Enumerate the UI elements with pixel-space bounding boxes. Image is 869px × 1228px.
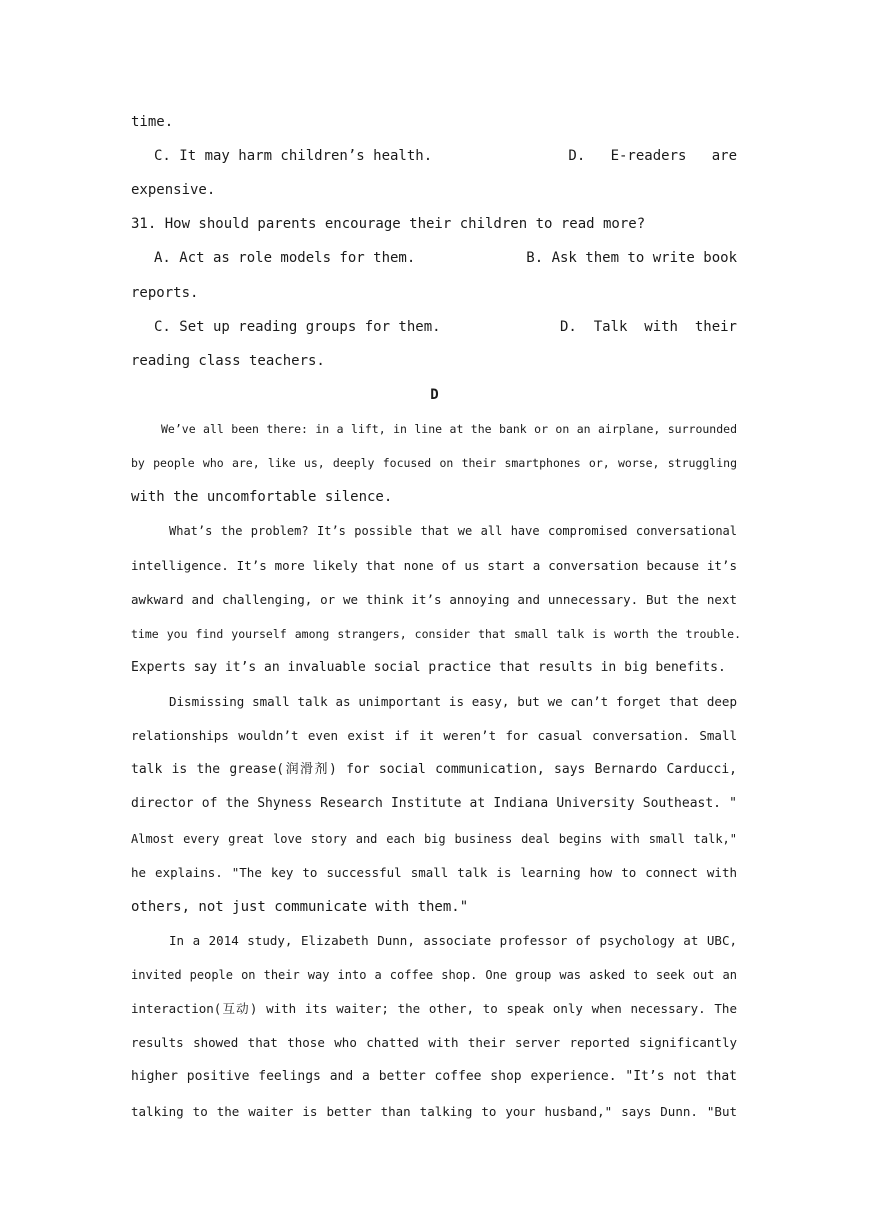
q31-option-a: A. Act as role models for them. (154, 250, 416, 266)
q31-question: 31. How should parents encourage their children to read more? (131, 216, 646, 232)
passage-p1-line: by people who are, like us, deeply focused on their smartphones or, worse, struggling (131, 456, 737, 470)
passage-p2-line: intelligence. It’s more likely that none of us start a conversation because it’s (131, 558, 737, 573)
q31-option-b-wrap: reports. (131, 285, 199, 301)
passage-p3-line: Dismissing small talk as unimportant is easy, but we can’t forget that deep (169, 694, 737, 709)
q30-options-cd (131, 147, 737, 165)
passage-p4-line: higher positive feelings and a better coffee shop experience. "It’s not that (131, 1069, 737, 1084)
passage-p2-line: awkward and challenging, or we think it’s annoying and unnecessary. But the next (131, 592, 737, 607)
passage-p1-line: with the uncomfortable silence. (131, 489, 393, 505)
passage-p3-line: others, not just communicate with them." (131, 899, 469, 915)
q31-options-ab (131, 249, 737, 267)
passage-p3-line: he explains. "The key to successful small talk is learning how to connect with (131, 865, 737, 880)
passage-p4-line: interaction(互动) with its waiter; the other, to speak only when necessary. The (131, 1001, 737, 1016)
passage-p3-line: director of the Shyness Research Institute at Indiana University Southeast. " (131, 796, 737, 811)
q31-option-c: C. Set up reading groups for them. (154, 319, 441, 335)
passage-p4-line: In a 2014 study, Elizabeth Dunn, associate professor of psychology at UBC, (169, 933, 737, 948)
section-heading: D (430, 387, 439, 403)
passage-p3-line: relationships wouldn’t even exist if it weren’t for casual conversation. Small (131, 728, 737, 743)
q31-option-d: D. Talk with their (559, 319, 737, 335)
passage-p2-line: time you find yourself among strangers, consider that small talk is worth the trouble. (131, 627, 741, 641)
passage-p2-line: What’s the problem? It’s possible that we all have compromised conversational (169, 524, 737, 538)
passage-p4-line: invited people on their way into a coffee shop. One group was asked to seek out an (131, 968, 737, 982)
passage-p1-line: We’ve all been there: in a lift, in line at the bank or on an airplane, surrounded (161, 422, 737, 436)
passage-p3-line: talk is the grease(润滑剂) for social communication, says Bernardo Carducci, (131, 762, 737, 777)
passage-p2-line: Experts say it’s an invaluable social practice that results in big benefits. (131, 660, 726, 675)
passage-p4-line: results showed that those who chatted with their server reported significantly (131, 1035, 737, 1050)
passage-p3-line: Almost every great love story and each big business deal begins with small talk," (131, 832, 737, 846)
q30-option-c: C. It may harm children’s health. (154, 148, 433, 164)
q30-wrap-line: time. (131, 114, 174, 130)
q31-option-d-wrap: reading class teachers. (131, 353, 325, 369)
q31-options-cd (131, 318, 737, 336)
passage-p4-line: talking to the waiter is better than talking to your husband," says Dunn. "But (131, 1104, 737, 1119)
q30-option-d-wrap: expensive. (131, 182, 216, 198)
q31-option-b: B. Ask them to write book (526, 250, 737, 266)
q30-option-d: D. E-readers are (568, 148, 737, 164)
